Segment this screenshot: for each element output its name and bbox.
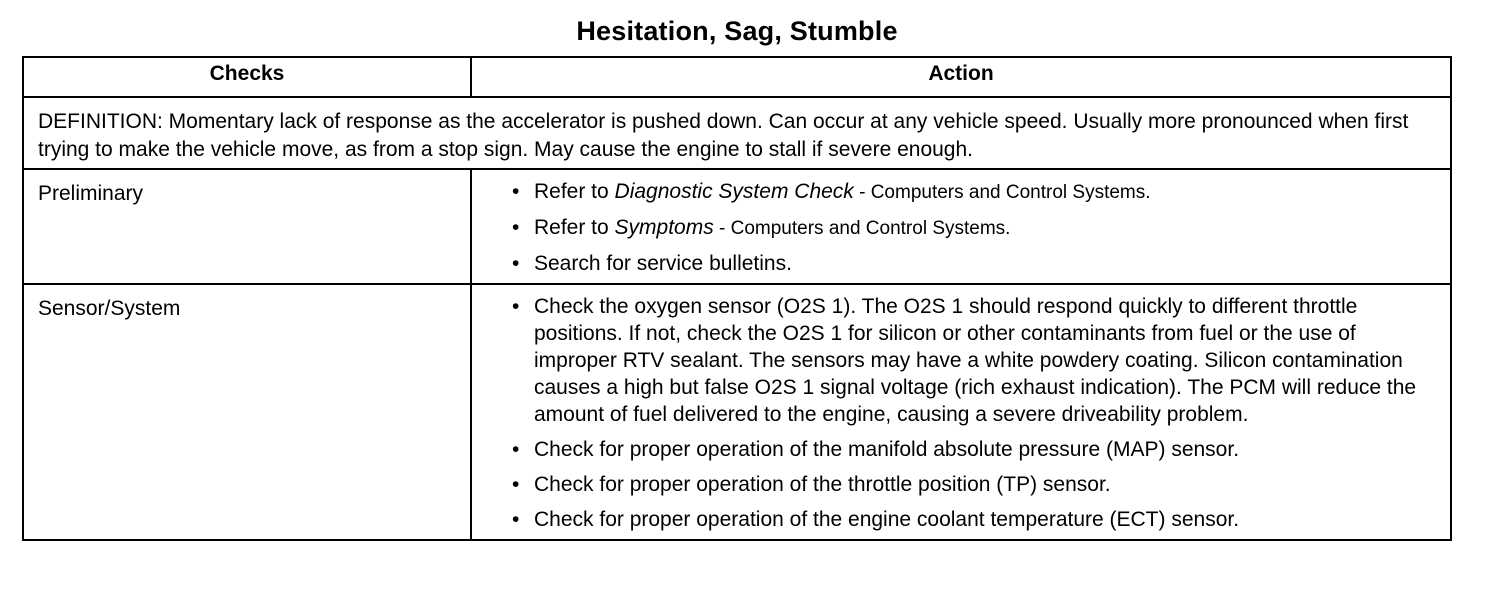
table-header-row — [23, 57, 1451, 97]
document-reference: Diagnostic System Check — [614, 180, 854, 203]
action-cell-sensor-system — [471, 284, 1451, 540]
action-item — [512, 214, 1436, 242]
action-cell-preliminary — [471, 169, 1451, 284]
definition-row — [23, 97, 1451, 169]
action-item — [512, 293, 1436, 428]
action-item-prefix: Refer to — [534, 180, 615, 203]
bullet-icon: • — [512, 438, 520, 461]
action-item — [512, 250, 1436, 277]
document-reference: Symptoms — [614, 216, 714, 239]
action-item — [512, 436, 1436, 463]
action-item-text: Check the oxygen sensor (O2S 1). The O2S 1 should respond quickly to different throttle positions. If not, check the O2S 1 for silicon or other contaminants from fuel or the use of improper RTV sealant. The sensors may have a white powdery coating. Silicon contamination causes a high but false O2S 1 signal voltage (rich exhaust indication). The PCM will reduce the amount of fuel delivered to the engine, causing a severe driveability problem. — [534, 295, 1417, 426]
bullet-icon: • — [512, 473, 520, 496]
action-item-text: Check for proper operation of the throttle position (TP) sensor. — [534, 473, 1111, 496]
action-list — [512, 178, 1436, 277]
action-item-text: Check for proper operation of the manifold absolute pressure (MAP) sensor. — [534, 438, 1240, 461]
action-header: Action — [471, 57, 1451, 97]
symptom-table — [22, 56, 1452, 541]
action-item — [512, 178, 1436, 206]
bullet-icon: • — [512, 180, 520, 203]
action-item-suffix: - Computers and Control Systems. — [853, 182, 1151, 203]
bullet-icon: • — [512, 508, 520, 531]
action-item-text: Search for service bulletins. — [534, 252, 792, 275]
page-title: Hesitation, Sag, Stumble — [576, 16, 898, 46]
action-item — [512, 471, 1436, 498]
bullet-icon: • — [512, 216, 520, 239]
check-label-preliminary: Preliminary — [23, 169, 471, 284]
action-list — [512, 293, 1436, 533]
check-label-sensor-system: Sensor/System — [23, 284, 471, 540]
bullet-icon: • — [512, 295, 520, 318]
action-item-suffix: - Computers and Control Systems. — [713, 218, 1011, 239]
table-row — [23, 169, 1451, 284]
action-item-text: Check for proper operation of the engine coolant temperature (ECT) sensor. — [534, 508, 1240, 531]
action-item-prefix: Refer to — [534, 216, 615, 239]
definition-text: DEFINITION: Momentary lack of response as the accelerator is pushed down. Can occur at any vehicle speed. Usually more pronounced when first trying to make the vehicle move, as from a stop sign. May cause the engine to stall if severe enough. — [23, 97, 1451, 169]
bullet-icon: • — [512, 252, 520, 275]
action-item — [512, 506, 1436, 533]
checks-header: Checks — [23, 57, 471, 97]
table-row — [23, 284, 1451, 540]
